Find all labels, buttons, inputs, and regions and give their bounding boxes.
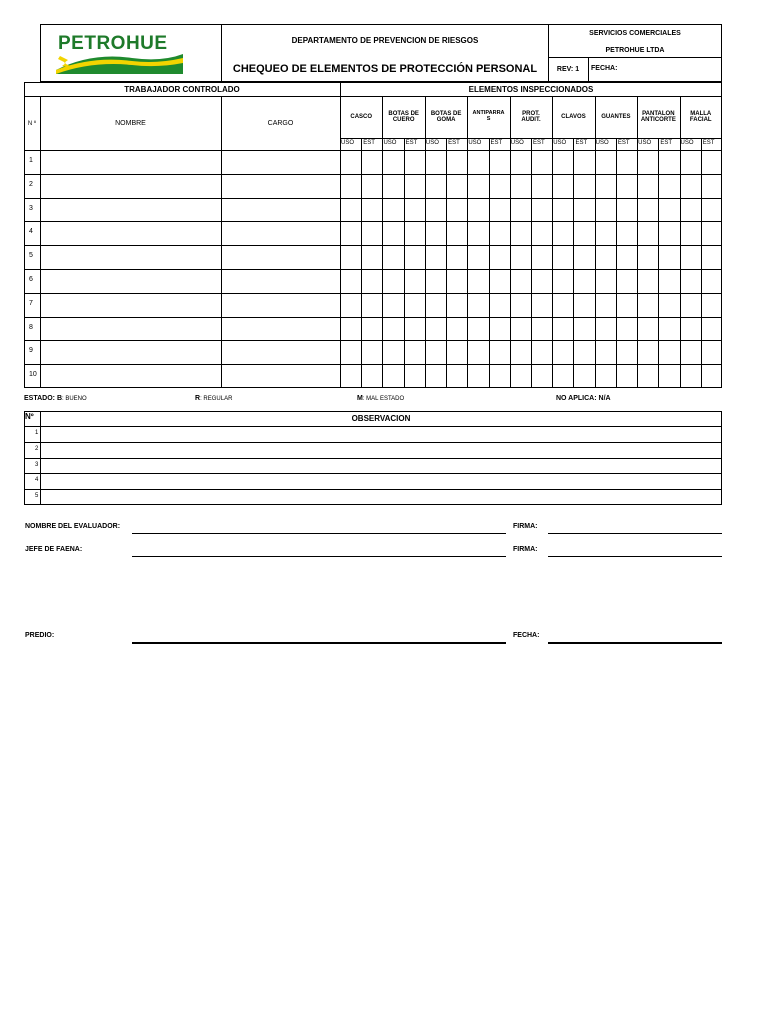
cargo-cell[interactable] [222, 175, 339, 197]
est-label: EST [575, 140, 588, 146]
cargo-cell[interactable] [222, 246, 339, 268]
cargo-cell[interactable] [222, 294, 339, 316]
r-text: : REGULAR [200, 396, 233, 402]
observ-cell[interactable] [41, 459, 721, 473]
predio-line[interactable] [132, 642, 506, 644]
est-label: EST [533, 140, 545, 146]
nombre-cell[interactable] [41, 341, 220, 363]
cargo-cell[interactable] [222, 222, 339, 244]
department-title: DEPARTAMENTO DE PREVENCION DE RIESGOS [291, 35, 479, 45]
col-no-header: N º [27, 121, 37, 127]
company-line2: PETROHUE LTDA [605, 46, 665, 54]
element-header-line1: PROT. [522, 110, 540, 117]
element-header-line1: MALLA [690, 110, 712, 117]
row-number: 8 [29, 323, 33, 331]
nombre-cell[interactable] [41, 318, 220, 340]
cargo-cell[interactable] [222, 341, 339, 363]
row-number: 7 [29, 299, 33, 307]
observ-cell[interactable] [41, 443, 721, 457]
element-header-line1: CLAVOS [561, 113, 586, 120]
element-header-8 [637, 100, 679, 134]
cargo-cell[interactable] [222, 365, 339, 387]
element-header-line2: S [486, 116, 491, 122]
uso-est-divider [701, 138, 702, 388]
observ-title: OBSERVACION [351, 414, 411, 423]
observ-cell[interactable] [41, 427, 721, 441]
element-header-line2: AUDIT. [521, 117, 541, 123]
fecha-label: FECHA: [591, 65, 618, 72]
legend-na: NO APLICA: N/A [556, 395, 611, 402]
element-header-line1: GUANTES [601, 113, 631, 120]
row-number: 2 [29, 180, 33, 188]
nombre-cell[interactable] [41, 270, 220, 292]
est-label: EST [617, 140, 630, 146]
element-header-line1: BOTAS DE [388, 110, 419, 117]
row-number: 3 [29, 204, 33, 212]
nombre-cell[interactable] [41, 151, 220, 173]
observ-row-number: 3 [35, 461, 39, 468]
uso-est-divider [573, 138, 574, 388]
est-label: EST [702, 140, 715, 146]
element-header-line1: ANTIPARRA [472, 110, 505, 117]
nombre-cell[interactable] [41, 294, 220, 316]
observ-cell[interactable] [41, 474, 721, 488]
uso-label: USO [468, 140, 482, 146]
est-label: EST [490, 140, 503, 146]
b-text: : BUENO [62, 396, 87, 402]
uso-label: USO [341, 140, 355, 146]
row-number: 5 [29, 252, 33, 260]
element-header-line1: PANTALON [642, 110, 675, 117]
row-number: 10 [29, 371, 37, 379]
rev-label: REV: 1 [556, 65, 580, 73]
element-header-line2: CUERO [392, 117, 415, 123]
nombre-cell[interactable] [41, 199, 220, 221]
legend-mal [357, 395, 404, 402]
element-header-line2: FACIAL [689, 117, 712, 123]
m-text: : MAL ESTADO [362, 396, 405, 402]
col-cargo-header: CARGO [267, 119, 294, 127]
row-number: 4 [29, 228, 33, 236]
logo [52, 30, 187, 76]
group-elements-header: ELEMENTOS INSPECCIONADOS [468, 84, 594, 94]
cargo-cell[interactable] [222, 270, 339, 292]
col-nombre-header: NOMBRE [115, 119, 146, 127]
est-label: EST [405, 140, 418, 146]
element-header-7 [595, 100, 637, 134]
estado-label: ESTADO: [24, 395, 55, 402]
cargo-cell[interactable] [222, 151, 339, 173]
evaluator-line[interactable] [132, 533, 506, 534]
b-code: B [56, 395, 62, 402]
row-number: 6 [29, 275, 33, 283]
est-label: EST [660, 140, 672, 146]
r-code: R [195, 395, 201, 402]
observ-row-number: 4 [35, 477, 39, 484]
firma1-line[interactable] [548, 533, 722, 534]
company-line1: SERVICIOS COMERCIALES [589, 29, 681, 37]
form-title: CHEQUEO DE ELEMENTOS DE PROTECCIÓN PERSONAL [232, 63, 538, 75]
element-header-9 [680, 100, 722, 134]
nombre-cell[interactable] [41, 222, 220, 244]
uso-est-divider [489, 138, 490, 388]
uso-label: USO [638, 140, 652, 146]
uso-label: USO [553, 140, 567, 146]
element-header-3 [425, 100, 467, 134]
row-number: 1 [29, 156, 33, 164]
logo-text: PETROHUE [58, 33, 168, 54]
element-header-line2: GOMA [436, 117, 456, 123]
observ-row-number: 5 [35, 493, 39, 500]
nombre-cell[interactable] [41, 365, 220, 387]
nombre-cell[interactable] [41, 175, 220, 197]
element-header-line1: BOTAS DE [430, 110, 462, 117]
observ-cell[interactable] [41, 490, 721, 504]
uso-est-divider [531, 138, 532, 388]
uso-label: USO [680, 140, 694, 146]
element-header-line1: CASCO [350, 113, 373, 120]
observ-row-number: 1 [35, 429, 39, 436]
group-worker-header: TRABAJADOR CONTROLADO [124, 84, 240, 94]
element-header-5 [510, 100, 552, 134]
nombre-cell[interactable] [41, 246, 220, 268]
uso-label: USO [425, 140, 439, 146]
predio-label: PREDIO: [25, 632, 55, 639]
evaluator-label: NOMBRE DEL EVALUADOR: [25, 523, 121, 530]
firma2-label: FIRMA: [513, 546, 538, 553]
observ-row-number: 2 [35, 445, 39, 452]
fecha-sign-label: FECHA: [513, 632, 540, 639]
fecha-sign-line[interactable] [548, 642, 722, 644]
element-header-6 [552, 100, 594, 134]
jefe-label: JEFE DE FAENA: [25, 546, 83, 553]
uso-label: USO [595, 140, 609, 146]
uso-est-divider [361, 138, 362, 388]
firma2-line[interactable] [548, 556, 722, 557]
element-header-1 [340, 100, 382, 134]
element-header-2 [382, 100, 424, 134]
uso-est-divider [446, 138, 447, 388]
legend-estado [24, 395, 87, 402]
observ-no-label: Nº [25, 412, 34, 421]
cargo-cell[interactable] [222, 199, 339, 221]
uso-label: USO [383, 140, 397, 146]
element-header-line2: ANTICORTE [640, 117, 676, 123]
uso-est-divider [616, 138, 617, 388]
cargo-cell[interactable] [222, 318, 339, 340]
uso-est-divider [404, 138, 405, 388]
firma1-label: FIRMA: [513, 523, 538, 530]
m-code: M [357, 395, 363, 402]
uso-label: USO [510, 140, 524, 146]
jefe-line[interactable] [132, 556, 506, 557]
uso-est-divider [658, 138, 659, 388]
est-label: EST [363, 140, 375, 146]
legend-regular [195, 395, 232, 402]
element-header-4 [467, 100, 509, 134]
row-number: 9 [29, 347, 33, 355]
est-label: EST [448, 140, 460, 146]
